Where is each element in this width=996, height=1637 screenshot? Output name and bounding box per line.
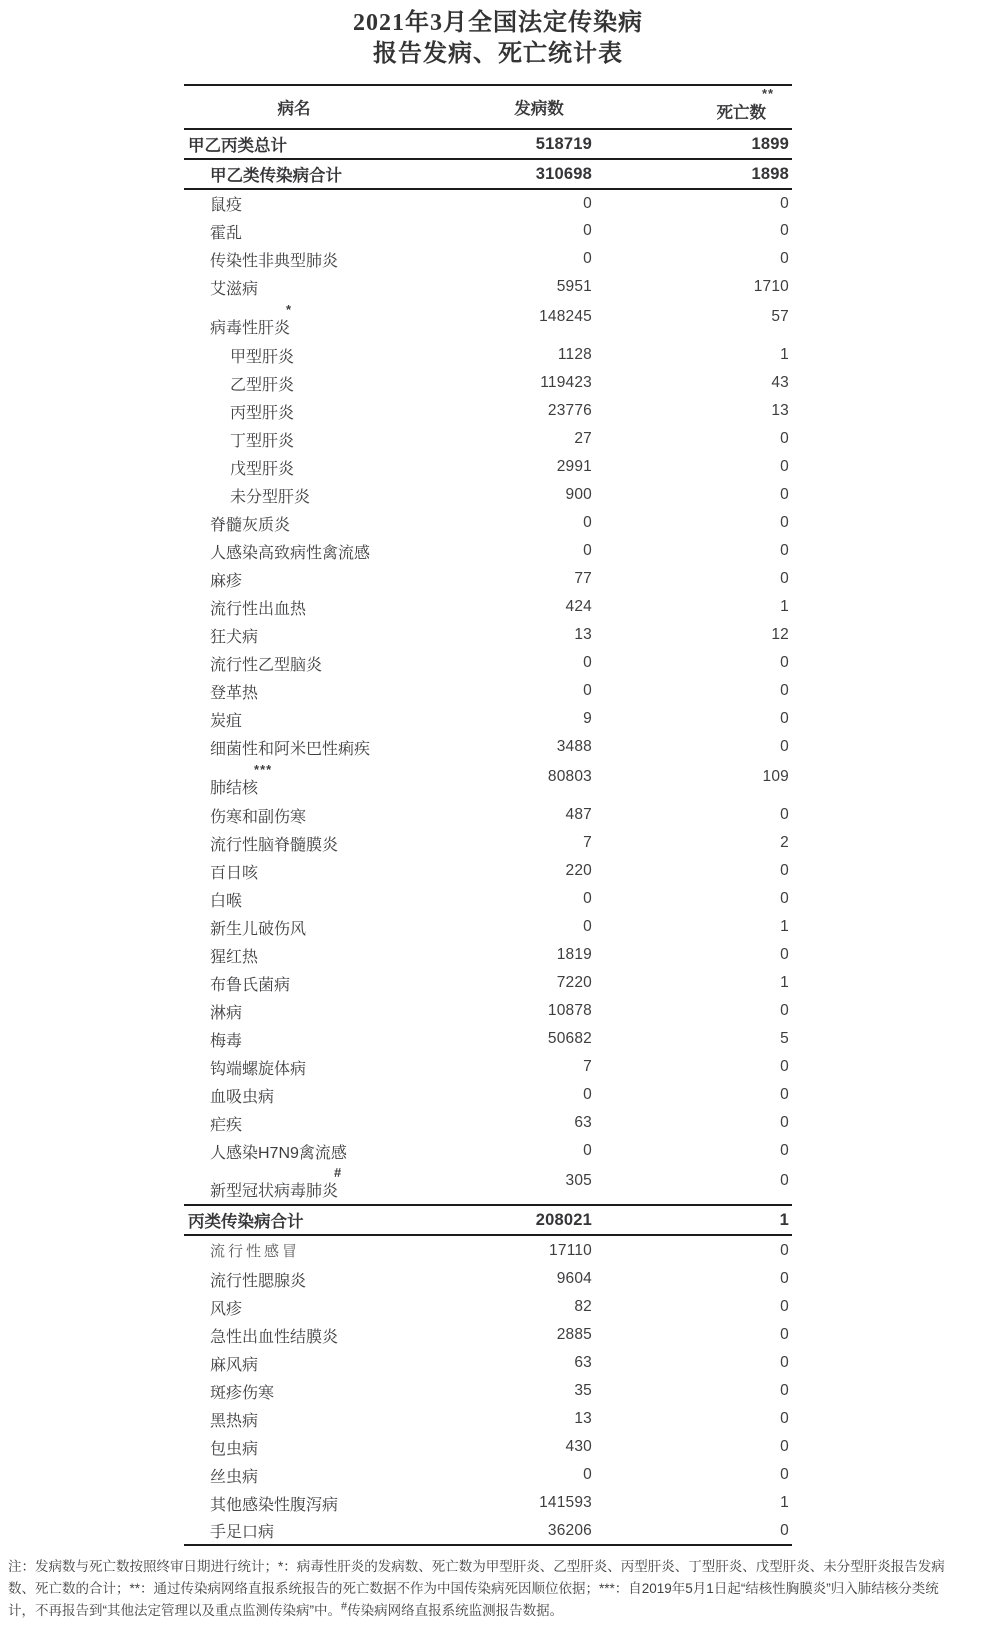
footnote-line-1: 注：发病数与死亡数按照终审日期进行统计；*：病毒性肝炎的发病数、死亡数为甲型肝炎、乙型肝炎、丙型肝炎、丁型肝炎、戊型肝炎、未分型肝炎报告发病 xyxy=(8,1559,945,1574)
deaths-value-cell: 43 xyxy=(771,374,789,391)
disease-name-cell: 人感染H7N9禽流感 xyxy=(210,1144,347,1162)
cases-value-cell: 2991 xyxy=(556,458,592,475)
deaths-value-cell: 13 xyxy=(771,402,789,419)
deaths-value-cell: 109 xyxy=(762,768,789,785)
deaths-value-cell: 0 xyxy=(780,862,789,879)
covid-footnote-marker: # xyxy=(341,1600,348,1613)
table-row xyxy=(184,129,792,159)
column-header-deaths xyxy=(594,85,792,129)
cases-value-cell: 82 xyxy=(574,1298,592,1315)
disease-name-cell: 新型冠状病毒肺炎 # xyxy=(210,1165,343,1200)
footnote-marker: *** xyxy=(254,762,273,777)
footnote-line-2: 数、死亡数的合计；**：通过传染病网络直报系统报告的死亡数据不作为中国传染病死因顺位依据；***：自2019年5月1日起“结核性胸膜炎”归入肺结核分类统 xyxy=(8,1581,939,1596)
disease-name-cell: 炭疽 xyxy=(210,712,243,730)
deaths-value-cell: 1 xyxy=(780,1494,789,1511)
table-row xyxy=(184,369,792,397)
cases-value-cell: 3488 xyxy=(556,738,592,755)
deaths-value-cell: 57 xyxy=(771,308,789,325)
cases-value-cell: 23776 xyxy=(547,402,592,419)
disease-name-cell: 梅毒 xyxy=(210,1032,243,1050)
deaths-value-cell: 1 xyxy=(780,346,789,363)
disease-name-cell: 包虫病 xyxy=(210,1440,259,1458)
table-row xyxy=(184,1137,792,1165)
disease-name-cell: 肺结核 *** xyxy=(210,762,273,797)
disease-name-cell: 布鲁氏菌病 xyxy=(210,976,291,994)
table-row xyxy=(184,217,792,245)
deaths-value-cell: 1710 xyxy=(753,278,789,295)
disease-name-cell: 百日咳 xyxy=(210,864,259,882)
page-title-line2: 报告发病、死亡统计表 xyxy=(373,41,623,67)
deaths-value-cell: 0 xyxy=(780,1438,789,1455)
disease-name-cell: 甲乙丙类总计 xyxy=(188,137,287,155)
table-row xyxy=(184,537,792,565)
table-row xyxy=(184,1109,792,1137)
cases-value-cell: 13 xyxy=(574,1410,592,1427)
table-row xyxy=(184,1321,792,1349)
deaths-value-cell: 1 xyxy=(780,598,789,615)
deaths-value-cell: 0 xyxy=(780,654,789,671)
disease-name-cell: 麻疹 xyxy=(210,572,243,590)
deaths-value-cell: 1898 xyxy=(751,164,789,183)
cases-value-cell: 1128 xyxy=(557,346,592,363)
deaths-value-cell: 2 xyxy=(780,834,789,851)
deaths-value-cell: 1899 xyxy=(751,134,789,153)
disease-name-cell: 丝虫病 xyxy=(210,1468,259,1486)
cases-value-cell: 7 xyxy=(583,834,592,851)
cases-value-cell: 63 xyxy=(574,1114,592,1131)
disease-name-cell: 血吸虫病 xyxy=(210,1088,275,1106)
table-row xyxy=(184,453,792,481)
cases-value-cell: 7 xyxy=(583,1058,592,1075)
deaths-value-cell: 0 xyxy=(780,542,789,559)
disease-name-cell: 淋病 xyxy=(210,1004,243,1022)
footnote-line-3: 计，不再报告到“其他法定管理以及重点监测传染病”中。#传染病网络直报系统监测报告数据。 xyxy=(8,1600,564,1618)
cases-value-cell: 518719 xyxy=(535,134,592,153)
table-row xyxy=(184,969,792,997)
deaths-value-cell: 0 xyxy=(780,682,789,699)
table-row xyxy=(184,997,792,1025)
disease-name-cell: 白喉 xyxy=(210,892,243,910)
deaths-value-cell: 0 xyxy=(780,946,789,963)
cases-value-cell: 0 xyxy=(583,1086,592,1103)
deaths-value-cell: 0 xyxy=(780,1241,789,1259)
disease-name-cell: 戊型肝炎 xyxy=(230,460,295,478)
cases-value-cell: 36206 xyxy=(547,1521,592,1539)
table-header-row xyxy=(184,85,792,129)
cases-value-cell: 0 xyxy=(583,890,592,907)
disease-name-cell: 鼠疫 xyxy=(210,197,243,214)
deaths-value-cell: 0 xyxy=(780,570,789,587)
table-row xyxy=(184,733,792,761)
disease-name-cell: 流行性乙型脑炎 xyxy=(210,656,323,674)
table-row xyxy=(184,593,792,621)
cases-value-cell: 487 xyxy=(565,806,592,823)
table-row xyxy=(184,1205,792,1235)
cases-value-cell: 0 xyxy=(583,1142,592,1159)
footnotes xyxy=(8,1556,990,1622)
deaths-value-cell: 0 xyxy=(780,194,789,212)
disease-name-cell: 艾滋病 xyxy=(210,280,259,298)
deaths-value-cell: 0 xyxy=(780,1058,789,1075)
disease-name-cell: 风疹 xyxy=(210,1300,243,1318)
cases-value-cell: 310698 xyxy=(535,164,592,183)
footnote-marker: * xyxy=(286,302,293,317)
deaths-value-cell: 12 xyxy=(771,626,789,643)
cases-value-cell: 0 xyxy=(583,514,592,531)
cases-value-cell: 148245 xyxy=(539,308,592,325)
disease-name-cell: 新生儿破伤风 xyxy=(210,920,307,938)
deaths-value-cell: 0 xyxy=(780,1410,789,1427)
table-row xyxy=(184,677,792,705)
cases-value-cell: 0 xyxy=(583,682,592,699)
cases-value-cell: 0 xyxy=(583,654,592,671)
disease-name-cell: 斑疹伤寒 xyxy=(210,1384,275,1402)
table-row xyxy=(184,1265,792,1293)
deaths-value-cell: 0 xyxy=(780,1521,789,1539)
deaths-value-cell: 1 xyxy=(779,1210,789,1229)
table-row xyxy=(184,1053,792,1081)
page-title-line1: 2021年3月全国法定传染病 xyxy=(353,10,643,36)
table-row xyxy=(184,1025,792,1053)
table-row xyxy=(184,649,792,677)
disease-name-cell: 甲乙类传染病合计 xyxy=(210,167,342,185)
cases-value-cell: 0 xyxy=(583,542,592,559)
table-row xyxy=(184,885,792,913)
disease-name-cell: 伤寒和副伤寒 xyxy=(210,808,307,826)
cases-value-cell: 0 xyxy=(583,1466,592,1483)
disease-name-cell: 急性出血性结膜炎 xyxy=(210,1328,339,1346)
deaths-value-cell: 0 xyxy=(780,1382,789,1399)
disease-name-cell: 甲型肝炎 xyxy=(230,348,295,366)
table-row xyxy=(184,159,792,189)
cases-value-cell: 900 xyxy=(565,486,592,503)
cases-value-cell: 424 xyxy=(565,598,592,615)
deaths-value-cell: 0 xyxy=(780,430,789,447)
deaths-value-cell: 0 xyxy=(780,1326,789,1343)
disease-name-cell: 麻风病 xyxy=(210,1356,259,1374)
deaths-value-cell: 0 xyxy=(780,1270,789,1287)
deaths-value-cell: 0 xyxy=(780,458,789,475)
cases-value-cell: 430 xyxy=(565,1438,592,1455)
table-row xyxy=(184,301,792,341)
disease-name-cell: 未分型肝炎 xyxy=(230,488,311,506)
disease-name-cell: 猩红热 xyxy=(210,948,259,966)
cases-value-cell: 1819 xyxy=(556,946,592,963)
table-row xyxy=(184,425,792,453)
page-title xyxy=(0,8,996,70)
deaths-value-cell: 0 xyxy=(780,710,789,727)
cases-value-cell: 13 xyxy=(574,626,592,643)
cases-value-cell: 0 xyxy=(583,222,592,239)
table-row xyxy=(184,621,792,649)
table-row xyxy=(184,189,792,217)
disease-name-cell: 流行性出血热 xyxy=(210,600,307,618)
disease-name-cell: 脊髓灰质炎 xyxy=(210,516,291,534)
table-row xyxy=(184,913,792,941)
disease-name-cell: 登革热 xyxy=(210,684,259,702)
deaths-value-cell: 0 xyxy=(780,222,789,239)
disease-statistics-table xyxy=(184,84,792,1546)
disease-name-cell: 丙型肝炎 xyxy=(230,404,295,422)
table-row xyxy=(184,1235,792,1265)
table-row xyxy=(184,1489,792,1517)
cases-value-cell: 305 xyxy=(565,1172,592,1189)
table-row xyxy=(184,397,792,425)
deaths-value-cell: 0 xyxy=(780,806,789,823)
table-row xyxy=(184,761,792,801)
table-row xyxy=(184,705,792,733)
table-row xyxy=(184,1377,792,1405)
deaths-value-cell: 1 xyxy=(780,974,789,991)
table-row xyxy=(184,801,792,829)
cases-value-cell: 9604 xyxy=(556,1270,592,1287)
deaths-value-cell: 0 xyxy=(780,1466,789,1483)
cases-value-cell: 35 xyxy=(574,1382,592,1399)
cases-value-cell: 0 xyxy=(583,918,592,935)
cases-value-cell: 17110 xyxy=(549,1241,592,1259)
table-row xyxy=(184,273,792,301)
cases-value-cell: 119423 xyxy=(540,374,592,391)
cases-value-cell: 80803 xyxy=(547,768,592,785)
deaths-value-cell: 0 xyxy=(780,486,789,503)
disease-name-cell: 病毒性肝炎 * xyxy=(210,302,293,337)
disease-name-cell: 手足口病 xyxy=(210,1524,275,1541)
disease-name-cell: 丙类传染病合计 xyxy=(188,1213,304,1231)
deaths-value-cell: 5 xyxy=(780,1030,789,1047)
table-row xyxy=(184,565,792,593)
cases-value-cell: 208021 xyxy=(535,1210,592,1229)
cases-value-cell: 63 xyxy=(574,1354,592,1371)
column-header-cases: 发病数 xyxy=(514,100,564,118)
disease-name-cell: 其他感染性腹泻病 xyxy=(210,1496,339,1514)
deaths-value-cell: 0 xyxy=(780,1002,789,1019)
disease-name-cell: 流行性脑脊髓膜炎 xyxy=(210,836,339,854)
disease-name-cell: 流行性感冒 xyxy=(210,1242,301,1260)
table-row xyxy=(184,509,792,537)
cases-value-cell: 2885 xyxy=(556,1326,592,1343)
disease-name-cell: 丁型肝炎 xyxy=(230,432,295,450)
cases-value-cell: 10878 xyxy=(547,1002,592,1019)
table-row xyxy=(184,857,792,885)
cases-value-cell: 0 xyxy=(583,194,592,212)
disease-table-body xyxy=(184,129,792,1545)
disease-name-cell: 钩端螺旋体病 xyxy=(210,1060,307,1078)
cases-value-cell: 5951 xyxy=(556,278,592,295)
table-row xyxy=(184,941,792,969)
table-row xyxy=(184,481,792,509)
cases-value-cell: 141593 xyxy=(539,1494,592,1511)
table-row xyxy=(184,1349,792,1377)
table-row xyxy=(184,341,792,369)
cases-value-cell: 27 xyxy=(574,430,592,447)
disease-name-cell: 传染性非典型肺炎 xyxy=(210,252,339,270)
cases-value-cell: 7220 xyxy=(556,974,592,991)
disease-name-cell: 黑热病 xyxy=(210,1412,259,1430)
deaths-value-cell: 0 xyxy=(780,1142,789,1159)
disease-name-cell: 细菌性和阿米巴性痢疾 xyxy=(210,740,371,758)
table-row xyxy=(184,1405,792,1433)
deaths-value-cell: 0 xyxy=(780,514,789,531)
cases-value-cell: 77 xyxy=(574,570,592,587)
disease-name-cell: 狂犬病 xyxy=(210,628,259,646)
table-row xyxy=(184,1165,792,1205)
disease-name-cell: 疟疾 xyxy=(210,1116,243,1134)
footnote-marker: # xyxy=(334,1165,343,1180)
disease-name-cell: 乙型肝炎 xyxy=(230,376,295,394)
deaths-value-cell: 0 xyxy=(780,1354,789,1371)
deaths-value-cell: 0 xyxy=(780,1172,789,1189)
deaths-value-cell: 0 xyxy=(780,1086,789,1103)
deaths-value-cell: 0 xyxy=(780,890,789,907)
deaths-value-cell: 0 xyxy=(780,1298,789,1315)
cases-value-cell: 50682 xyxy=(547,1030,592,1047)
deaths-footnote-marker: ** xyxy=(762,86,775,101)
table-row xyxy=(184,245,792,273)
disease-name-cell: 人感染高致病性禽流感 xyxy=(210,544,371,562)
table-row xyxy=(184,829,792,857)
deaths-value-cell: 0 xyxy=(780,1114,789,1131)
cases-value-cell: 0 xyxy=(583,250,592,267)
table-row xyxy=(184,1461,792,1489)
table-row xyxy=(184,1433,792,1461)
table-row xyxy=(184,1293,792,1321)
deaths-value-cell: 1 xyxy=(780,918,789,935)
cases-value-cell: 9 xyxy=(583,710,592,727)
cases-value-cell: 220 xyxy=(565,862,592,879)
disease-name-cell: 霍乱 xyxy=(210,224,243,242)
table-row xyxy=(184,1517,792,1545)
column-header-deaths-label: 死亡数 xyxy=(716,104,766,122)
disease-name-cell: 流行性腮腺炎 xyxy=(210,1272,307,1290)
deaths-value-cell: 0 xyxy=(780,738,789,755)
column-header-disease: 病名 xyxy=(277,100,311,118)
deaths-value-cell: 0 xyxy=(780,250,789,267)
table-row xyxy=(184,1081,792,1109)
